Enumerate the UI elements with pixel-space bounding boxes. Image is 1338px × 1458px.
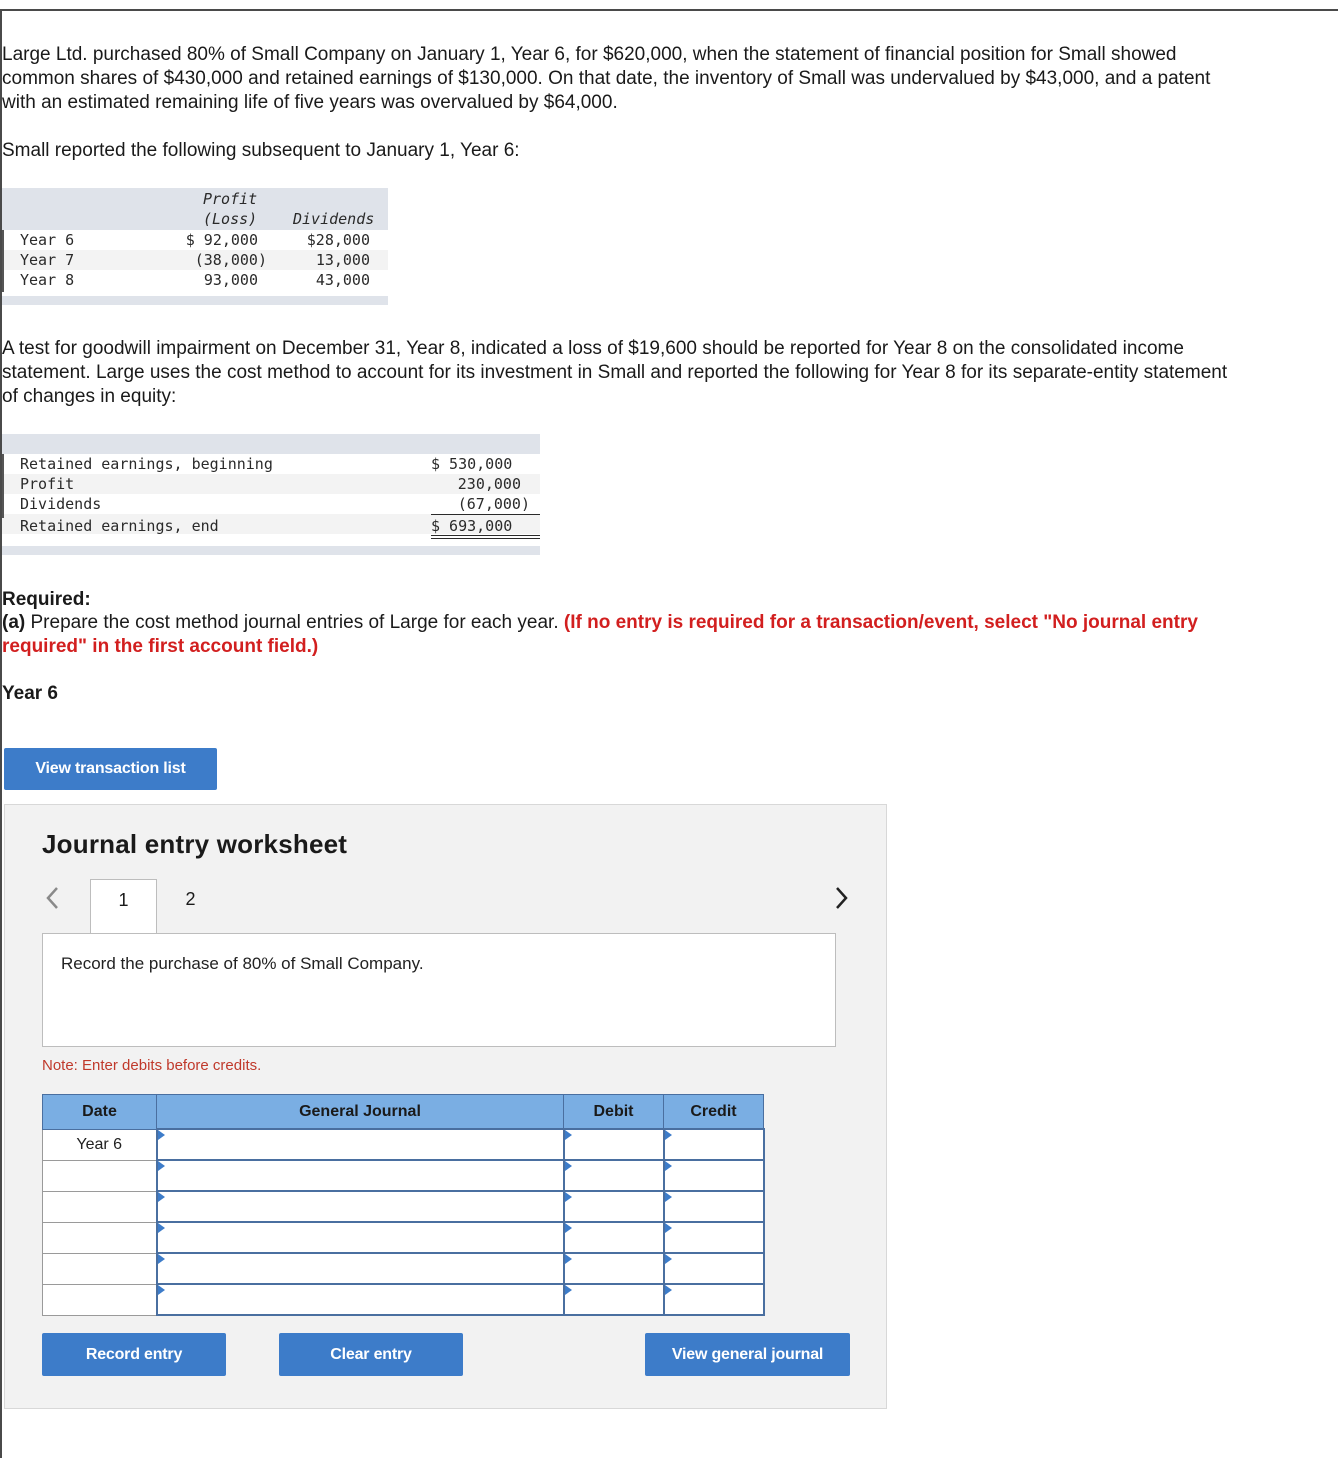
- col-header-profit-1: Profit: [203, 190, 258, 208]
- credit-input[interactable]: [664, 1160, 764, 1191]
- tab-1[interactable]: 1: [90, 879, 157, 934]
- date-cell: [43, 1253, 157, 1284]
- credit-input[interactable]: [664, 1284, 764, 1315]
- required-part-a: [2, 611, 1252, 659]
- table-row: [43, 1129, 764, 1160]
- table-row: [43, 1253, 764, 1284]
- worksheet-title: Journal entry worksheet: [42, 829, 348, 859]
- credit-input[interactable]: [664, 1222, 764, 1253]
- frame-top-border: [0, 9, 1338, 11]
- re-row-value: (67,000): [457, 495, 530, 513]
- record-entry-button[interactable]: Record entry: [42, 1333, 226, 1376]
- part-text: Prepare the cost method journal entries of Large for each year.: [25, 612, 564, 633]
- date-cell: [43, 1160, 157, 1191]
- credit-input[interactable]: [664, 1129, 764, 1160]
- debit-input[interactable]: [564, 1191, 664, 1222]
- entry-description: Record the purchase of 80% of Small Company.: [61, 954, 424, 973]
- instruction-text: (If no entry is required for a transaction/event, select "No journal entry required" in the first account field.): [2, 612, 1198, 657]
- col-header-date: Date: [43, 1095, 157, 1130]
- row-year: Year 6: [20, 231, 75, 249]
- re-row-value: $ 693,000: [431, 517, 513, 535]
- col-header-profit-2: (Loss): [203, 210, 258, 228]
- re-row-label: Dividends: [20, 495, 102, 513]
- view-general-journal-button[interactable]: View general journal: [645, 1333, 850, 1376]
- table-row: [43, 1191, 764, 1222]
- account-select[interactable]: [157, 1222, 564, 1253]
- debit-input[interactable]: [564, 1222, 664, 1253]
- account-select[interactable]: [157, 1129, 564, 1160]
- view-transaction-list-button[interactable]: View transaction list: [4, 748, 217, 790]
- row-profit: 93,000: [203, 271, 258, 289]
- debit-credit-note: Note: Enter debits before credits.: [42, 1057, 262, 1074]
- clear-entry-button[interactable]: Clear entry: [279, 1333, 463, 1376]
- date-cell: Year 6: [43, 1129, 157, 1160]
- row-dividends: 13,000: [315, 251, 370, 269]
- row-dividends: 43,000: [315, 271, 370, 289]
- debit-input[interactable]: [564, 1129, 664, 1160]
- retained-earnings-table: [2, 434, 540, 555]
- re-row-value: 230,000: [457, 475, 521, 493]
- row-profit: $ 92,000: [185, 231, 258, 249]
- account-select[interactable]: [157, 1191, 564, 1222]
- date-cell: [43, 1222, 157, 1253]
- debit-input[interactable]: [564, 1160, 664, 1191]
- subtotal-underline: [431, 514, 540, 515]
- table-row: [43, 1160, 764, 1191]
- required-heading: Required:: [2, 589, 91, 610]
- chevron-left-icon[interactable]: [43, 883, 63, 913]
- col-header-credit: Credit: [664, 1095, 764, 1130]
- tab-2[interactable]: 2: [185, 889, 196, 909]
- credit-input[interactable]: [664, 1191, 764, 1222]
- part-label: (a): [2, 612, 26, 633]
- date-cell: [43, 1284, 157, 1315]
- row-year: Year 8: [20, 271, 75, 289]
- row-year: Year 7: [20, 251, 75, 269]
- account-select[interactable]: [157, 1253, 564, 1284]
- row-dividends: $28,000: [306, 231, 370, 249]
- year-heading: Year 6: [2, 683, 58, 704]
- problem-paragraph-3: A test for goodwill impairment on December 31, Year 8, indicated a loss of $19,600 should be reported for Year 8 on the consolidated income statement. Large uses the cost method to account for its investment in Small and reported the following for Year 8 for its separate-entity statement of changes in equity:: [2, 338, 1228, 407]
- small-results-table: [2, 188, 388, 305]
- problem-paragraph-2: Small reported the following subsequent to January 1, Year 6:: [2, 140, 520, 161]
- col-header-general-journal: General Journal: [157, 1095, 564, 1130]
- re-row-label: Retained earnings, beginning: [20, 455, 273, 473]
- credit-input[interactable]: [664, 1253, 764, 1284]
- account-select[interactable]: [157, 1284, 564, 1315]
- entry-description-box: [42, 933, 836, 1047]
- total-double-underline: [431, 535, 540, 536]
- journal-table: [42, 1094, 765, 1316]
- table-row: [43, 1284, 764, 1315]
- col-header-debit: Debit: [564, 1095, 664, 1130]
- col-header-dividends: Dividends: [293, 210, 375, 228]
- re-row-label: Profit: [20, 475, 75, 493]
- account-select[interactable]: [157, 1160, 564, 1191]
- problem-paragraph-1: Large Ltd. purchased 80% of Small Company on January 1, Year 6, for $620,000, when the statement of financial position for Small showed common shares of $430,000 and retained earnings of $130,000. On that date, the inventory of Small was undervalued by $43,000, and a patent with an estimated remaining life of five years was overvalued by $64,000.: [2, 44, 1211, 113]
- debit-input[interactable]: [564, 1284, 664, 1315]
- date-cell: [43, 1191, 157, 1222]
- debit-input[interactable]: [564, 1253, 664, 1284]
- table-row: [43, 1222, 764, 1253]
- chevron-right-icon[interactable]: [831, 883, 851, 913]
- re-row-value: $ 530,000: [431, 455, 513, 473]
- row-profit: (38,000): [194, 251, 267, 269]
- journal-entry-worksheet: [4, 804, 887, 1409]
- re-row-label: Retained earnings, end: [20, 517, 219, 535]
